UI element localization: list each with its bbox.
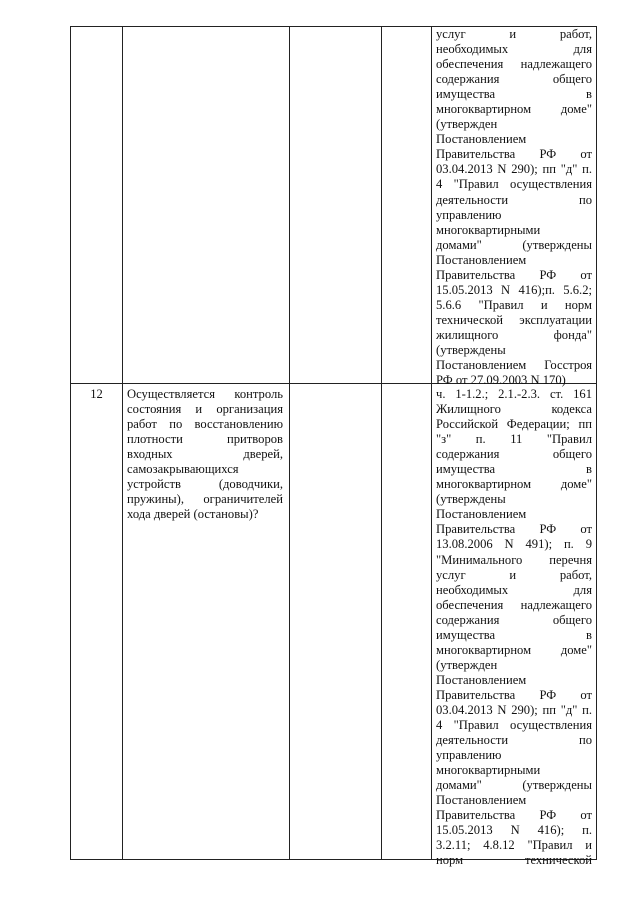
- basis-text-line: обеспечения надлежащего: [436, 57, 592, 72]
- basis-text-line: услуг и работ,: [436, 27, 592, 41]
- row-12-question-cell: [127, 387, 283, 522]
- basis-text-line: необходимых для: [436, 582, 592, 597]
- prev-row-basis-cell: [436, 27, 592, 388]
- row-number: 12: [90, 387, 103, 401]
- basis-text-line: РФ от 27.09.2003 N 170): [436, 373, 566, 388]
- basis-text-line: 13.08.2006 N 491); п. 9: [436, 537, 592, 552]
- question-text-line: состояния и организация: [127, 402, 283, 417]
- basis-text-line: Постановлением: [436, 132, 527, 147]
- basis-text-line: 15.05.2013 N 416); п.: [436, 823, 592, 838]
- basis-text-line: управлению: [436, 748, 502, 763]
- question-text-line: самозакрывающихся: [127, 462, 239, 477]
- basis-text-line: жилищного фонда": [436, 327, 592, 342]
- question-text-line: входных дверей,: [127, 447, 283, 462]
- basis-text-line: Постановлением: [436, 793, 527, 808]
- basis-text-line: Правительства РФ от: [436, 687, 592, 702]
- basis-text-line: многоквартирном доме": [436, 477, 592, 492]
- basis-text-line: (утвержден: [436, 117, 498, 132]
- basis-text-line: 03.04.2013 N 290); пп "д" п.: [436, 702, 592, 717]
- question-text-line: устройств (доводчики,: [127, 477, 283, 492]
- basis-text-line: услуг и работ,: [436, 567, 592, 582]
- basis-text-line: имущества в: [436, 462, 592, 477]
- basis-text-line: Жилищного кодекса: [436, 402, 592, 417]
- question-text-line: Осуществляется контроль: [127, 387, 283, 401]
- basis-text-line: 4 "Правил осуществления: [436, 718, 592, 733]
- basis-text-line: многоквартирном доме": [436, 102, 592, 117]
- question-text-line: хода дверей (остановы)?: [127, 507, 259, 522]
- basis-text-line: содержания общего: [436, 612, 592, 627]
- basis-text-line: необходимых для: [436, 42, 592, 57]
- inspection-table: [70, 26, 597, 868]
- basis-text-line: Постановлением Госстроя: [436, 358, 592, 373]
- question-text-line: работ по восстановлению: [127, 417, 283, 432]
- basis-text-line: деятельности по: [436, 192, 592, 207]
- basis-text-line: "Минимального перечня: [436, 552, 592, 567]
- basis-text-line: имущества в: [436, 87, 592, 102]
- basis-text-line: многоквартирном доме": [436, 642, 592, 657]
- col-divider-1: [122, 27, 123, 859]
- basis-text-line: Правительства РФ от: [436, 147, 592, 162]
- basis-text-line: Правительства РФ от: [436, 808, 592, 823]
- basis-text-line: Постановлением: [436, 672, 527, 687]
- col-divider-2: [289, 27, 290, 859]
- basis-text-line: содержания общего: [436, 72, 592, 87]
- basis-text-line: управлению: [436, 207, 502, 222]
- basis-text-line: (утверждены: [436, 342, 506, 357]
- basis-text-line: Правительства РФ от: [436, 267, 592, 282]
- basis-text-line: 03.04.2013 N 290); пп "д" п.: [436, 162, 592, 177]
- basis-text-line: ч. 1-1.2.; 2.1.-2.3. ст. 161: [436, 387, 592, 401]
- basis-text-line: 3.2.11; 4.8.12 "Правил и: [436, 838, 592, 853]
- basis-text-line: деятельности по: [436, 733, 592, 748]
- basis-text-line: норм технической: [436, 853, 592, 868]
- basis-text-line: (утвержден: [436, 657, 498, 672]
- basis-text-line: многоквартирными: [436, 763, 541, 778]
- basis-text-line: обеспечения надлежащего: [436, 597, 592, 612]
- basis-text-line: Постановлением: [436, 252, 527, 267]
- basis-text-line: Российской Федерации; пп: [436, 417, 592, 432]
- col-divider-4: [431, 27, 432, 859]
- basis-text-line: 15.05.2013 N 416);п. 5.6.2;: [436, 282, 592, 297]
- basis-text-line: содержания общего: [436, 447, 592, 462]
- question-text-line: пружины), ограничителей: [127, 492, 283, 507]
- basis-text-line: домами" (утверждены: [436, 237, 592, 252]
- basis-text-line: домами" (утверждены: [436, 778, 592, 793]
- row-12-basis-cell: [436, 387, 592, 869]
- basis-text-line: (утверждены: [436, 492, 506, 507]
- basis-text-line: многоквартирными: [436, 222, 541, 237]
- basis-text-line: имущества в: [436, 627, 592, 642]
- basis-text-line: технической эксплуатации: [436, 312, 592, 327]
- basis-text-line: Правительства РФ от: [436, 522, 592, 537]
- basis-text-line: 5.6.6 "Правил и норм: [436, 297, 592, 312]
- basis-text-line: Постановлением: [436, 507, 527, 522]
- basis-text-line: 4 "Правил осуществления: [436, 177, 592, 192]
- col-divider-3: [381, 27, 382, 859]
- question-text-line: плотности притворов: [127, 432, 283, 447]
- basis-text-line: "з" п. 11 "Правил: [436, 432, 592, 447]
